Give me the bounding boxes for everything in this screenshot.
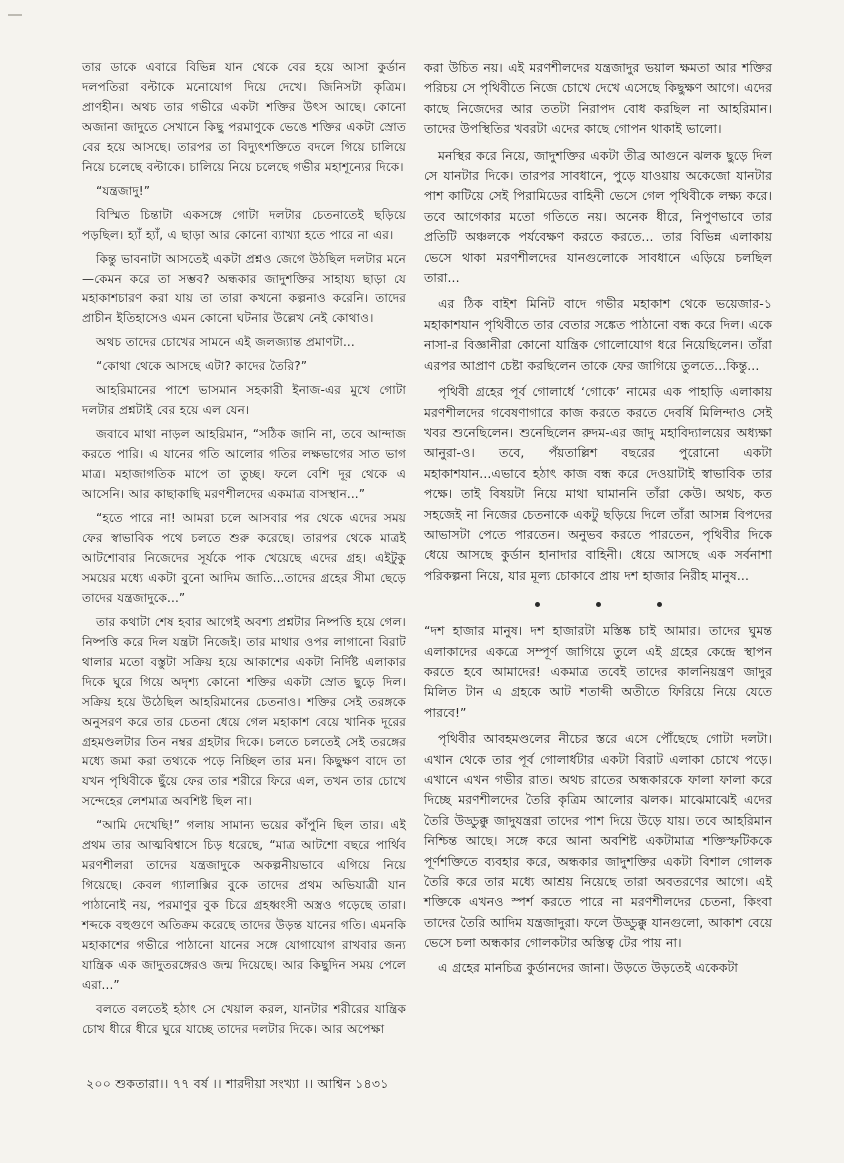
paragraph: বলতে বলতেই হঠাৎ সে খেয়াল করল, যানটার শরীরের যান্ত্রিক চোখ ধীরে ধীরে ঘুরে যাচ্ছে তাদের দলটার দিকে। আর অপেক্ষা — [82, 1001, 406, 1036]
paragraph: এর ঠিক বাইশ মিনিট বাদে গভীর মহাকাশ থেকে ভয়েজার-১ মহাকাশযান পৃথিবীতে তার বেতার সঙ্কেত পাঠানো বন্ধ করে দিল। একে নাসা-র বিজ্ঞানীরা কোনো যান্ত্রিক গোলোযোগ ধরে নিয়েছিলেন। তাঁরা এরপর আপ্রাণ চেষ্টা করছিলেন তাকে ফের জাগিয়ে তুলতে...কিন্তু... — [424, 296, 772, 373]
right-text-column — [424, 58, 772, 978]
paragraph: “হতে পারে না! আমরা চলে আসবার পর থেকে এদের সময় ফের স্বাভাবিক পথে চলতে শুরু করেছে। তারপর থেকে মাত্রই আটশোবার নিজেদের সূর্যকে পাক খেয়েছে এদের গ্রহ। এইটুকু সময়ের মধ্যে একটা বুনো আদিম জাতি...তাদের গ্রহের সীমা ছেড়ে তাদের যন্ত্রজাদুকে...” — [82, 511, 406, 605]
section-break-dot — [596, 602, 601, 607]
paragraph: এ গ্রহের মানচিত্র কুর্ডানদের জানা। উড়তে উড়তেই একেকটা — [438, 959, 738, 975]
paragraph: আহরিমানের পাশে ভাসমান সহকারী ইনাজ-এর মুখে গোটা দলটার প্রশ্নটাই বের হয়ে এল যেন। — [82, 383, 406, 418]
paragraph: “দশ হাজার মানুষ। দশ হাজারটা মস্তিষ্ক চাই আমার। তাদের ঘুমন্ত এলাকাদের একত্রে সম্পূর্ণ জাগিয়ে তুলে এই গ্রহের কেন্দ্রে স্থাপন করতে হবে আমাদের! একমাত্র তবেই তাদের কালনিয়ন্ত্রণ জাদুর মিলিত টান এ গ্রহকে আট শতাব্দী অতীতে ফিরিয়ে নিয়ে যেতে পারবে!” — [424, 623, 772, 720]
section-break-dot — [535, 602, 540, 607]
paragraph: অথচ তাদের চোখের সামনে এই জলজ্যান্ত প্রমাণটা... — [96, 335, 355, 350]
paragraph: পৃথিবী গ্রহের পূর্ব গোলার্ধে ‘গোকে’ নামের এক পাহাড়ি এলাকায় মরণশীলদের গবেষণাগারে কাজ করতে করতে দেবর্ষি মিলিন্দাও সেই খবর শুনেছিলেন। শুনেছিলেন রুদম-এর জাদু মহাবিদ্যালয়ের অধ্যক্ষা আনুরা-ও। তবে, পঁয়তাল্লিশ বছরের পুরোনো একটা মহাকাশযান...এভাবে হঠাৎ কাজ বন্ধ করে দেওয়াটাই স্বাভাবিক তার পক্ষে। তাই বিষয়টা নিয়ে মাথা ঘামাননি তাঁরা কেউ। অথচ, কত সহজেই না নিজের চেতনাকে একটু ছড়িয়ে দিলে তাঁরা আসন্ন বিপদের আভাসটা পেতে পারতেন। অনুভব করতে পারতেন, পৃথিবীর দিকে ধেয়ে আসছে কুর্ডান হানাদার বাহিনী। ধেয়ে আসছে এক সর্বনাশা পরিকল্পনা নিয়ে, যার মূল্য চোকাবে প্রায় দশ হাজার নিরীহ মানুষ... — [424, 384, 772, 583]
section-break — [424, 602, 772, 607]
paragraph: বিস্মিত চিন্তাটা একসঙ্গে গোটা দলটার চেতনাতেই ছড়িয়ে পড়ছিল। হ্যাঁ হ্যাঁ, এ ছাড়া আর কোনো ব্যাখ্যা হতে পারে না এর। — [82, 207, 406, 242]
paragraph: “যন্ত্রজাদু!” — [96, 183, 151, 198]
scan-edge-mark — [8, 14, 22, 16]
paragraph: মনস্থির করে নিয়ে, জাদুশক্তির একটা তীব্র আগুনে ঝলক ছুড়ে দিল সে যানটার দিকে। তারপর সাবধানে, পুড়ে যাওয়ায় অকেজো যানটার পাশ কাটিয়ে সেই পিরামিডের বাহিনী ভেসে গেল পৃথিবীকে লক্ষ্য করে। তবে আগেকার মতো গতিতে নয়। অনেক ধীরে, নিপুণভাবে তার প্রতিটি অঞ্চলকে পর্যবেক্ষণ করতে করতে... তার বিভিন্ন এলাকায় ভেসে থাকা মরণশীলদের যানগুলোকে সাবধানে এড়িয়ে চলছিল তারা... — [424, 147, 772, 286]
paragraph: কিন্তু ভাবনাটা আসতেই একটা প্রশ্নও জেগে উঠছিল দলটার মনে—কেমন করে তা সম্ভব? অন্ধকার জাদুশক্তির সাহায্য ছাড়া যে মহাকাশচারণ করা যায় তা তারা কখনো কল্পনাও করেনি। তাদের প্রাচীন ইতিহাসেও এমন কোনো ঘটনার উল্লেখ নেই কোথাও। — [82, 251, 406, 326]
paragraph: পৃথিবীর আবহমণ্ডলের নীচের স্তরে এসে পৌঁছেছে গোটা দলটা। এখান থেকে তার পূর্ব গোলার্ধটার একটা বিরাট এলাকা চোখে পড়ে। এখানে এখন গভীর রাত। অথচ রাতের অন্ধকারকে ফালা ফালা করে দিচ্ছে মরণশীলদের তৈরি কৃত্রিম আলোর ঝলক। মাঝেমাঝেই এদের তৈরি উড্ডুক্কু জাদুযন্ত্ররা তাদের পাশ দিয়ে উড়ে যায়। তবে আহরিমান নিশ্চিন্ত আছে। সঙ্গে করে আনা অবশিষ্ট একটামাত্র শক্তিস্ফটিককে পূর্ণশক্তিতে ব্যবহার করে, অন্ধকার জাদুশক্তির একটা বিশাল গোলক তৈরি করে তার মধ্যে আশ্রয় নিয়েছে তারা অবতরণের আগে। এই শক্তিকে এখনও স্পর্শ করতে পারে না মরণশীলদের চেতনা, কিংবা তাদের তৈরি আদিম যন্ত্রজাদুরা। ফলে উড্ডুক্কু যানগুলো, আকাশ বেয়ে ভেসে চলা অন্ধকার গোলকটার অস্তিত্ব টের পায় না। — [424, 731, 772, 951]
paragraph: তার কথাটা শেষ হবার আগেই অবশ্য প্রশ্নটার নিষ্পত্তি হয়ে গেল। নিষ্পত্তি করে দিল যন্ত্রটা নিজেই। তার মাথার ওপর লাগানো বিরাট থালার মতো বস্তুটা সক্রিয় হয়ে আকাশের একটা নির্দিষ্ট এলাকার দিকে ঘুরে গিয়ে অদৃশ্য কোনো শক্তির একটা স্রোত ছুড়ে দিল। সক্রিয় হয়ে উঠেছিল আহরিমানের চেতনাও। শক্তির সেই তরঙ্গকে অনুসরণ করে তার চেতনা ধেয়ে গেল মহাকাশ বেয়ে খানিক দূরের গ্রহমণ্ডলটার তিন নম্বর গ্রহটার দিকে। চলতে চলতেই সেই তরঙ্গের মধ্যে জমা করা তথ্যকে পড়ে নিচ্ছিল তার মন। কিছুক্ষণ বাদে তা যখন পৃথিবীকে ছুঁয়ে ফের তার শরীরে ফিরে এল, তখন তার চোখে সন্দেহের লেশমাত্র অবশিষ্ট ছিল না। — [82, 614, 406, 809]
paragraph: করা উচিত নয়। এই মরণশীলদের যন্ত্রজাদুর ভয়াল ক্ষমতা আর শক্তির পরিচয় সে পৃথিবীতে নিজে চোখে দেখে এসেছে কিছুক্ষণ আগে। এদের কাছে নিজেদের আর ততটা নিরাপদ বোধ করছিল না আহরিমান। তাদের উপস্থিতির খবরটা এদের কাছে গোপন থাকাই ভালো। — [424, 60, 772, 137]
paragraph: তার ডাকে এবারে বিভিন্ন যান থেকে বের হয়ে আসা কুর্ডান দলপতিরা বল্টাকে মনোযোগ দিয়ে দেখে। জিনিসটা কৃত্রিম। প্রাণহীন। অথচ তার গভীরে একটা শক্তির উৎস আছে। কোনো অজানা জাদুতে সেখানে কিছু পরমাণুকে ভেঙে শক্তির একটা স্রোত বের হয়ে আসছে। তারপর তা বিদ্যুৎশক্তিতে বদলে গিয়ে চালিয়ে নিয়ে চলেছে বল্টাকে। চালিয়ে নিয়ে চলেছে গভীর মহাশূন্যের দিকে। — [82, 60, 406, 174]
left-text-column — [82, 58, 406, 1040]
section-break-dot — [657, 602, 662, 607]
paragraph: জবাবে মাথা নাড়ল আহরিমান, “সঠিক জানি না, তবে আন্দাজ করতে পারি। এ যানের গতি আলোর গতির লক্ষভাগের সাত ভাগ মাত্র। মহাজাগতিক মাপে তা তুচ্ছ। ফলে বেশি দূর থেকে এ আসেনি। আর কাছাকাছি মরণশীলদের একমাত্র বাসস্থান...” — [82, 427, 406, 502]
paragraph: “কোথা থেকে আসছে এটা? কাদের তৈরি?” — [96, 359, 308, 374]
page-footer-folio: ২০০ শুকতারা।। ৭৭ বর্ষ ।। শারদীয়া সংখ্যা ।। আশ্বিন ১৪৩১ — [86, 1076, 389, 1091]
paragraph: “আমি দেখেছি!” গলায় সামান্য ভয়ের কাঁপুনি ছিল তার। এই প্রথম তার আত্মবিশ্বাসে চিড় ধরেছে, “মাত্র আটশো বছরে পার্থিব মরণশীলরা তাদের যন্ত্রজাদুকে অকল্পনীয়ভাবে এগিয়ে নিয়ে গিয়েছে। কেবল গ্যালাক্সির বুকে তাদের প্রথম অভিযাত্রী যান পাঠানোই নয়, পরমাণুর বুক চিরে গ্রহধ্বংসী অস্ত্রও গড়েছে তারা। শব্দকে বহুগুণে অতিক্রম করেছে তাদের উড়ন্ত যানের গতি। এমনকি মহাকাশের গভীরে পাঠানো যানের সঙ্গে যোগাযোগ রাখবার জন্য যান্ত্রিক এক জাদুতরঙ্গেরও জন্ম দিয়েছে। আর কিছুদিন সময় পেলে এরা...” — [82, 818, 406, 992]
